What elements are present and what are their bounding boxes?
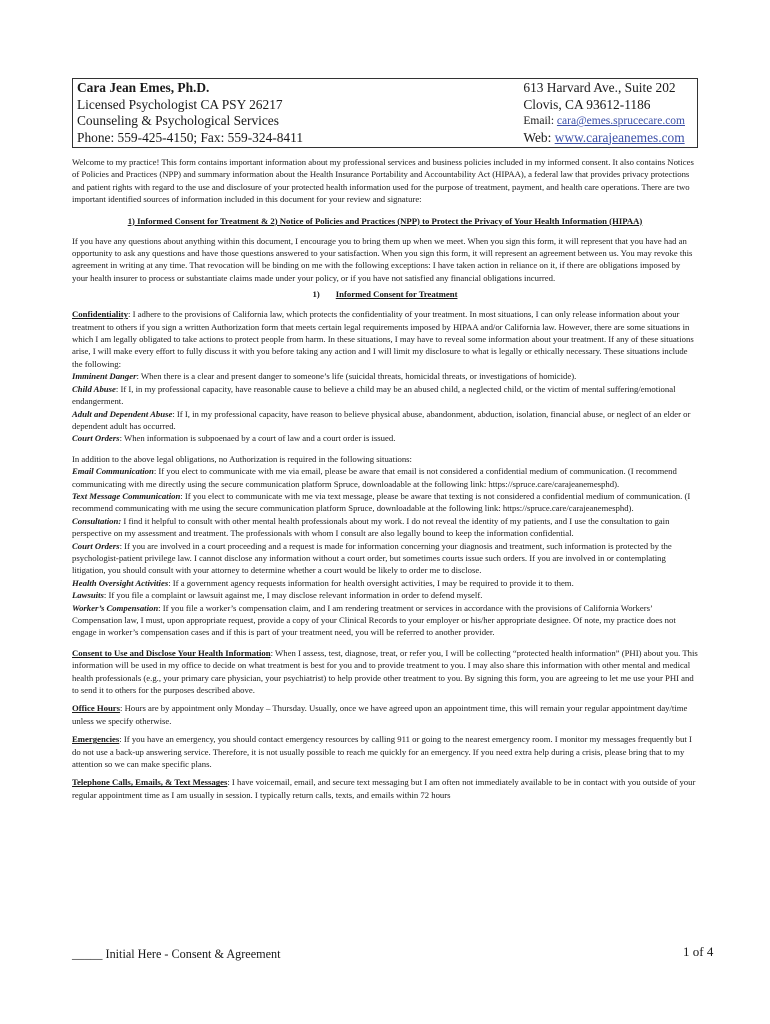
additional-item xyxy=(72,577,698,589)
additional-item xyxy=(72,465,698,490)
consent-use-paragraph xyxy=(72,647,698,697)
email-label: Email: xyxy=(523,115,557,127)
exception-term: Court Orders xyxy=(72,433,120,444)
consent-use-text: : When I assess, test, diagnose, treat, or refer you, I will be collecting “protected health information” (PHI) about you. This information will be used in my office to decide on what treatment is best for you and to provide treatment to you. I may also share this information with other mental and medical health professionals (e.g., your primary care physician, your psychiatrist) to help provide other treatment to you. By signing this form, you are agreeing to let me use your PHI and to send it to others for the purposes described above. xyxy=(72,647,698,696)
letterhead-right xyxy=(523,80,693,146)
emergencies-paragraph xyxy=(72,733,698,770)
telephone-paragraph xyxy=(72,776,698,801)
additional-text: : If you file a worker’s compensation claim, and I am rendering treatment or services in accordance with the provisions of California Workers’ Compensation law, I must, upon appropriate request, provide a copy of your Clinical Records to your employer or his/her appropriate designee. Of note, my practice does not engage in worker’s compensation cases and if this is part of your treatment need, you will be referred to another provider. xyxy=(72,602,676,638)
office-hours-term: Office Hours xyxy=(72,703,121,714)
web-line xyxy=(523,130,685,147)
additional-item xyxy=(72,589,698,601)
document-page xyxy=(72,78,698,801)
website-link[interactable]: www.carajeanemes.com xyxy=(554,129,685,145)
exception-item xyxy=(72,383,698,408)
additional-text: : If you elect to communicate with me via email, please be aware that email is not considered a confidential medium of communication. (I recommend communicating with me directly using the secure communication platform Spruce, downloadable at the following link: https://spruce.care/carajeanemesphd). xyxy=(72,466,677,489)
exception-item xyxy=(72,370,698,382)
intro-paragraph: Welcome to my practice! This form contains important information about my professional services and business policies included in my informed consent. It also contains Notices of Policies and Practices (NPP) and summary information about the Health Insurance Portability and Accountability Act (HIPAA), a federal law that provides privacy protections and patient rights with regard to the use and disclosure of your protected health information used for the purpose of treatment, payment, and health care operations. There are two important identified sources of information included in this document for your review and signature: xyxy=(72,157,694,205)
additional-item xyxy=(72,490,698,515)
page-number: 1 of 4 xyxy=(683,944,714,959)
confidentiality-term: Confidentiality xyxy=(72,309,128,320)
questions-paragraph: If you have any questions about anything within this document, I encourage you to bring them up when we meet. When you sign this form, it will represent that you have had an opportunity to ask any questions and have those questions answered to your satisfaction. When you sign this form, it will represent an agreement between us. You may revoke this agreement in writing at any time. That revocation will be binding on me with the following exceptions: I have taken action in reliance on it, if there are obligations imposed by your health insurer to process or substantiate claims made under your policy, or if you have not satisfied any financial obligations incurred. xyxy=(72,235,693,283)
additional-term: Health Oversight Activities xyxy=(72,577,169,588)
additional-term: Email Communication xyxy=(72,466,154,477)
office-hours-paragraph xyxy=(72,702,698,727)
additional-term: Consultation: xyxy=(72,515,122,526)
address-line-1: 613 Harvard Ave., Suite 202 xyxy=(523,80,676,95)
subsection-heading xyxy=(72,288,698,300)
exception-term: Adult and Dependent Abuse xyxy=(72,408,173,419)
web-label: Web: xyxy=(523,129,555,145)
email-link[interactable]: cara@emes.sprucecare.com xyxy=(556,115,685,127)
emergencies-text: : If you have an emergency, you should contact emergency resources by calling 911 or going to the nearest emergency room. I monitor my messages frequently but I do not use a back-up answering service. Therefore, it is not usually possible to reach me quickly for an emergency. If you need extra help during a crisis, please bring that to my attention so we can make specific plans. xyxy=(72,734,692,770)
additional-item xyxy=(72,602,698,639)
additional-text: : If you are involved in a court proceeding and a request is made for information concerning your diagnosis and treatment, such information is protected by the psychologist-patient privilege law. I cannot disclose any information without a court order, but sometimes courts issue such orders. If you are involved in or contemplating litigation, you should consult with your attorney to determine whether a court would be likely to order me to disclose. xyxy=(72,540,672,576)
additional-text: I find it helpful to consult with other mental health professionals about my work. I do not reveal the identity of my patients, and I use the consultation to gain perspective on my assessment and treatment. The professionals with whom I consult are also legally bound to keep the information confidential. xyxy=(72,515,670,539)
license-line: Licensed Psychologist CA PSY 26217 xyxy=(77,96,283,112)
letterhead-left xyxy=(77,80,303,146)
additional-term: Lawsuits xyxy=(72,590,104,601)
letterhead xyxy=(72,78,698,148)
address-line-2: Clovis, CA 93612-1186 xyxy=(523,96,651,112)
consent-use-term: Consent to Use and Disclose Your Health Information xyxy=(72,647,271,658)
exception-term: Child Abuse xyxy=(72,383,116,394)
subsection-title: Informed Consent for Treatment xyxy=(335,289,458,300)
office-hours-text: : Hours are by appointment only Monday – Thursday. Usually, once we have agreed upon an appointment time, this will remain your regular appointment day/time unless we specify otherwise. xyxy=(72,703,688,726)
confidentiality-paragraph xyxy=(72,308,698,370)
exception-text: : When there is a clear and present danger to someone’s life (suicidal threats, homicidal threats, or investigations of homicide). xyxy=(136,371,577,382)
practitioner-name: Cara Jean Emes, Ph.D. xyxy=(77,80,210,95)
additional-term: Text Message Communication xyxy=(72,490,181,501)
practice-line: Counseling & Psychological Services xyxy=(77,113,279,128)
additional-item xyxy=(72,515,698,540)
additional-term: Worker’s Compensation xyxy=(72,602,159,613)
additional-text: : If you elect to communicate with me via text message, please be aware that texting is not considered a confidential medium of communication. (I recommend communicating with me using the secure communication platform Spruce, downloadable at the following link: https://spruce.care/carajeanemesphd). xyxy=(72,490,691,514)
additional-term: Court Orders xyxy=(72,540,120,551)
telephone-text: : I have voicemail, email, and secure text messaging but I am often not immediately available to be in contact with you outside of your regular appointment time as I am usually in session. I typically return calls, texts, and emails within 72 hours xyxy=(72,777,696,800)
exception-item xyxy=(72,432,698,444)
exception-text: : If I, in my professional capacity, have reasonable cause to believe a child may be an abused child, a neglected child, or the victim of mental suffering/emotional endangerment. xyxy=(72,383,676,407)
initial-line[interactable]: _____ Initial Here - Consent & Agreement xyxy=(72,947,281,961)
additional-text: : If a government agency requests information for health oversight activities, I may be required to provide it to them. xyxy=(168,577,574,588)
exception-text: : If I, in my professional capacity, have reason to believe physical abuse, abandonment, abduction, isolation, financial abuse, or neglect of an elder or dependent adult has occurred. xyxy=(72,408,691,431)
telephone-term: Telephone Calls, Emails, & Text Messages xyxy=(72,777,228,788)
section-title: 1) Informed Consent for Treatment & 2) Notice of Policies and Practices (NPP) to Protect the Privacy of Your Health Information (HIPAA) xyxy=(127,215,643,226)
subsection-number: 1) xyxy=(312,289,320,300)
additional-intro: In addition to the above legal obligations, no Authorization is required in the following situations: xyxy=(72,453,412,464)
exception-term: Imminent Danger xyxy=(72,371,137,382)
additional-text: : If you file a complaint or lawsuit against me, I may disclose relevant information in order to defend myself. xyxy=(103,590,483,601)
exception-item xyxy=(72,408,698,433)
emergencies-term: Emergencies xyxy=(72,734,120,745)
email-line xyxy=(523,113,685,130)
phone-fax-line: Phone: 559-425-4150; Fax: 559-324-8411 xyxy=(77,129,304,145)
additional-item xyxy=(72,540,698,577)
exception-text: : When information is subpoenaed by a court of law and a court order is issued. xyxy=(119,433,396,444)
confidentiality-text: : I adhere to the provisions of California law, which protects the confidentiality of your treatment. In most situations, I can only release information about your treatment to others if you sign a written Authorization form that meets certain legal requirements imposed by HIPAA and/or California law. However, there are some situations in which I am legally obligated to take actions to protect people from harm. In these situations, I may have to reveal some information about your treatment. If any of these situations arise, I will make every effort to fully discuss it with you before taking any action and I will limit my disclosure to what is legally or ethically necessary. These situations include the following: xyxy=(72,309,694,369)
